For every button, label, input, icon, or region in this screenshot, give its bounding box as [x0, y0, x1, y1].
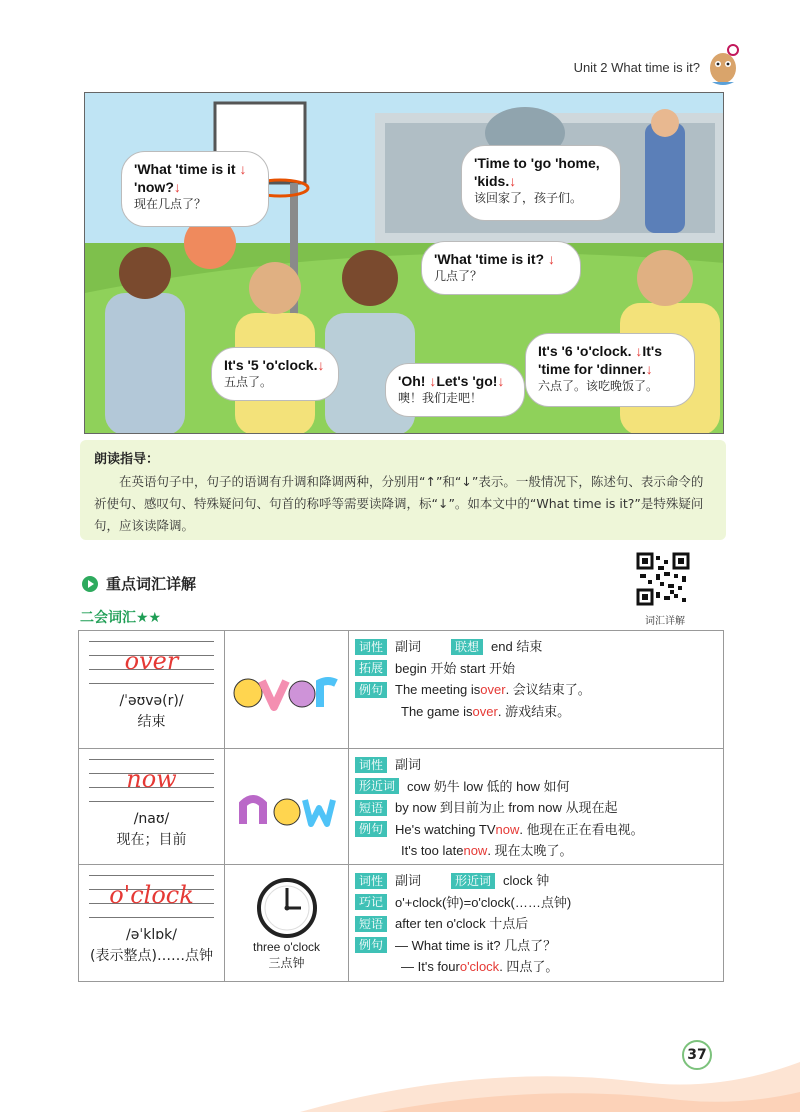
definition-cell: 词性 副词 形近词 clock 钟 巧记 o'+clock(钟)=o'clock(……点钟) 短语 after ten o'clock 十点后 例句 — What time is it? 几点了？ — It's four o'clock . 四点了。	[349, 865, 723, 981]
speech-bubble-1: 'What 'time is it ↓ 'now?↓ 现在几点了？	[121, 151, 269, 227]
play-icon	[82, 576, 98, 592]
definition-cell: 词性 副词 形近词 cow 奶牛 low 低的 how 如何 短语 by now 到目前为止 from now 从现在起 例句 He's watching TV now . 他现在正在看电视。 It's too late now . 现在太晚了。	[349, 749, 723, 864]
clock-icon	[255, 876, 319, 940]
phonetic: /əˈklɒk/	[126, 927, 177, 943]
star-icon: ★★	[136, 610, 162, 626]
phonetic: /naʊ/	[133, 811, 170, 827]
vocab-table	[78, 630, 724, 982]
now-cartoon-icon	[237, 782, 337, 832]
word-cell	[79, 865, 225, 981]
vocab-row	[79, 631, 723, 749]
mascot-icon	[706, 42, 740, 86]
guide-title: 朗读指导：	[94, 452, 160, 467]
word-script: over	[124, 647, 179, 675]
speech-bubble-3: 'What 'time is it? ↓ 几点了？	[421, 241, 581, 295]
over-cartoon-icon	[232, 665, 342, 715]
subsection-title: 二会词汇★★	[80, 610, 162, 626]
reading-guide	[80, 440, 726, 540]
clock-caption: three o'clock	[253, 939, 320, 954]
speech-bubble-4: It's '5 'o'clock.↓ 五点了。	[211, 347, 339, 401]
illustration-over	[225, 631, 349, 748]
word-script: now	[126, 765, 177, 793]
phonetic: /ˈəʊvə(r)/	[119, 693, 184, 709]
illustration-clock	[225, 865, 349, 981]
speech-bubble-2: 'Time to 'go 'home, 'kids.↓ 该回家了，孩子们。	[461, 145, 621, 221]
comic-panel	[84, 92, 724, 434]
word-meaning: 结束	[137, 714, 166, 730]
speech-bubble-6: It's '6 'o'clock. ↓It's 'time for 'dinner.↓ 六点了。该吃晚饭了。	[525, 333, 695, 407]
illustration-now	[225, 749, 349, 864]
qr-label: 词汇详解	[645, 616, 685, 627]
running-header: Unit 2 What time is it?	[573, 60, 700, 75]
word-meaning: 现在；目前	[116, 832, 187, 848]
word-cell	[79, 631, 225, 748]
qr-code-icon[interactable]	[636, 552, 690, 606]
word-cell	[79, 749, 225, 864]
vocab-row	[79, 865, 723, 981]
page-number: 37	[682, 1040, 712, 1070]
word-script: o'clock	[109, 881, 194, 909]
word-meaning: (表示整点)……点钟	[90, 948, 213, 964]
section-title: 重点词汇详解	[82, 573, 196, 594]
footer-waves	[0, 1022, 800, 1112]
guide-body: 在英语句子中，句子的语调有升调和降调两种，分别用“↑”和“↓”表示。一般情况下，陈述句、表示命令的祈使句、感叹句、特殊疑问句、句首的称呼等需要读降调，标“↓”。如本文中的“What time is it?”是特殊疑问句，应该读降调。	[94, 474, 704, 533]
vocab-row	[79, 749, 723, 865]
clock-caption-zh: 三点钟	[268, 955, 305, 970]
definition-cell: 词性 副词 联想 end 结束 拓展 begin 开始 start 开始 例句 The meeting is over . 会议结束了。 The game is over . 游戏结束。	[349, 631, 723, 748]
speech-bubble-5: 'Oh! ↓Let's 'go!↓ 噢！我们走吧！	[385, 363, 525, 417]
